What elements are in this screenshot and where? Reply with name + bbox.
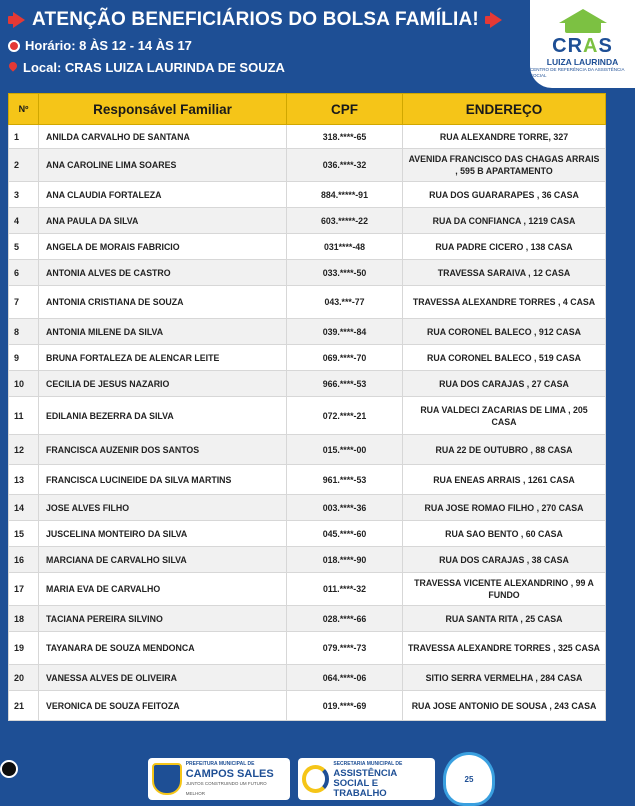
footer-logos [0, 752, 635, 806]
row-number: 11 [9, 397, 39, 435]
address-value: RUA DOS CARAJAS , 38 CASA [403, 547, 606, 573]
table-row [9, 397, 606, 435]
address-value: TRAVESSA ALEXANDRE TORRES , 325 CASA [403, 632, 606, 665]
hours-row [8, 38, 528, 54]
responsible-name: JOSE ALVES FILHO [39, 495, 287, 521]
table-row [9, 632, 606, 665]
secretaria-name-2: SOCIAL E TRABALHO [333, 778, 387, 799]
header-responsible: Responsável Familiar [39, 94, 287, 125]
row-number: 16 [9, 547, 39, 573]
alarm-clock-icon [8, 40, 20, 52]
responsible-name: ANA PAULA DA SILVA [39, 208, 287, 234]
address-value: RUA JOSE ANTONIO DE SOUSA , 243 CASA [403, 691, 606, 721]
responsible-name: MARIA EVA DE CARVALHO [39, 573, 287, 606]
table-row [9, 260, 606, 286]
cpf-value: 033.****-50 [287, 260, 403, 286]
address-value: RUA ALEXANDRE TORRE, 327 [403, 125, 606, 149]
row-number: 14 [9, 495, 39, 521]
header-cpf: CPF [287, 94, 403, 125]
table-row [9, 125, 606, 149]
responsible-name: ANTONIA CRISTIANA DE SOUZA [39, 286, 287, 319]
table-row [9, 691, 606, 721]
responsible-name: EDILANIA BEZERRA DA SILVA [39, 397, 287, 435]
row-number: 5 [9, 234, 39, 260]
cpf-value: 884.*****-91 [287, 182, 403, 208]
address-value: RUA SANTA RITA , 25 CASA [403, 606, 606, 632]
row-number: 15 [9, 521, 39, 547]
table-row [9, 547, 606, 573]
address-value: AVENIDA FRANCISCO DAS CHAGAS ARRAIS , 595 B APARTAMENTO [403, 149, 606, 182]
responsible-name: ANGELA DE MORAIS FABRICIO [39, 234, 287, 260]
table-row [9, 319, 606, 345]
secretaria-name-1: ASSISTÊNCIA [333, 768, 398, 779]
row-number: 9 [9, 345, 39, 371]
table-row [9, 345, 606, 371]
table-row [9, 149, 606, 182]
address-value: RUA DOS CARAJAS , 27 CASA [403, 371, 606, 397]
row-number: 1 [9, 125, 39, 149]
responsible-name: ANTONIA MILENE DA SILVA [39, 319, 287, 345]
row-number: 13 [9, 465, 39, 495]
cpf-value: 028.****-66 [287, 606, 403, 632]
address-value: RUA CORONEL BALECO , 912 CASA [403, 319, 606, 345]
cpf-value: 064.****-06 [287, 665, 403, 691]
header-address: ENDEREÇO [403, 94, 606, 125]
table-header-row [9, 94, 606, 125]
responsible-name: CECILIA DE JESUS NAZARIO [39, 371, 287, 397]
prefeitura-small: PREFEITURA MUNICIPAL DE [185, 761, 255, 767]
prefeitura-name: CAMPOS SALES [185, 768, 274, 780]
row-number: 20 [9, 665, 39, 691]
house-family-icon [551, 9, 615, 33]
row-number: 8 [9, 319, 39, 345]
address-value: RUA CORONEL BALECO , 519 CASA [403, 345, 606, 371]
responsible-name: BRUNA FORTALEZA DE ALENCAR LEITE [39, 345, 287, 371]
cpf-value: 019.****-69 [287, 691, 403, 721]
table-row [9, 234, 606, 260]
row-number: 18 [9, 606, 39, 632]
row-number: 6 [9, 260, 39, 286]
location-row [8, 60, 528, 76]
row-number: 21 [9, 691, 39, 721]
address-value: RUA 22 DE OUTUBRO , 88 CASA [403, 435, 606, 465]
address-value: RUA DOS GUARARAPES , 36 CASA [403, 182, 606, 208]
cpf-value: 966.****-53 [287, 371, 403, 397]
city-crest-icon [152, 763, 182, 795]
cpf-value: 961.****-53 [287, 465, 403, 495]
secretaria-small: SECRETARIA MUNICIPAL DE [333, 761, 403, 767]
responsible-name: ANILDA CARVALHO DE SANTANA [39, 125, 287, 149]
cpf-value: 039.****-84 [287, 319, 403, 345]
prefeitura-logo [148, 758, 290, 800]
beneficiaries-table [8, 93, 606, 721]
cpf-value: 318.****-65 [287, 125, 403, 149]
address-value: RUA PADRE CICERO , 138 CASA [403, 234, 606, 260]
address-value: TRAVESSA VICENTE ALEXANDRINO , 99 A FUNDO [403, 573, 606, 606]
responsible-name: ANTONIA ALVES DE CASTRO [39, 260, 287, 286]
responsible-name: VANESSA ALVES DE OLIVEIRA [39, 665, 287, 691]
cpf-value: 045.****-60 [287, 521, 403, 547]
cpf-value: 603.*****-22 [287, 208, 403, 234]
responsible-name: TAYANARA DE SOUZA MENDONCA [39, 632, 287, 665]
table-row [9, 521, 606, 547]
row-number: 7 [9, 286, 39, 319]
row-number: 4 [9, 208, 39, 234]
location-text: Local: CRAS LUIZA LAURINDA DE SOUZA [23, 60, 285, 75]
responsible-name: MARCIANA DE CARVALHO SILVA [39, 547, 287, 573]
cpf-value: 036.****-32 [287, 149, 403, 182]
cras-logo [530, 0, 635, 88]
table-row [9, 286, 606, 319]
address-value: RUA ENEAS ARRAIS , 1261 CASA [403, 465, 606, 495]
responsible-name: FRANCISCA LUCINEIDE DA SILVA MARTINS [39, 465, 287, 495]
row-number: 10 [9, 371, 39, 397]
page-title: ATENÇÃO BENEFICIÁRIOS DO BOLSA FAMÍLIA! [32, 9, 479, 30]
location-pin-icon [8, 62, 18, 75]
cpf-value: 031****-48 [287, 234, 403, 260]
row-number: 17 [9, 573, 39, 606]
prefeitura-slogan: JUNTOS CONSTRUINDO UM FUTURO MELHOR [185, 781, 267, 796]
responsible-name: JUSCELINA MONTEIRO DA SILVA [39, 521, 287, 547]
table-body [9, 125, 606, 721]
address-value: RUA DA CONFIANCA , 1219 CASA [403, 208, 606, 234]
address-value: RUA SAO BENTO , 60 CASA [403, 521, 606, 547]
cras-logo-text: CRAS [552, 35, 613, 57]
address-value: RUA VALDECI ZACARIAS DE LIMA , 205 CASA [403, 397, 606, 435]
row-number: 12 [9, 435, 39, 465]
responsible-name: TACIANA PEREIRA SILVINO [39, 606, 287, 632]
cpf-value: 015.****-00 [287, 435, 403, 465]
secretaria-ring-icon [302, 765, 329, 793]
table-row [9, 665, 606, 691]
table-row [9, 606, 606, 632]
header-number: Nº [9, 94, 39, 125]
cpf-value: 069.****-70 [287, 345, 403, 371]
megaphone-icon [485, 12, 503, 28]
hours-text: Horário: 8 ÀS 12 - 14 ÀS 17 [25, 38, 192, 53]
megaphone-icon [8, 12, 26, 28]
row-number: 2 [9, 149, 39, 182]
table-row [9, 182, 606, 208]
address-value: SITIO SERRA VERMELHA , 284 CASA [403, 665, 606, 691]
announcement-header [8, 8, 528, 88]
responsible-name: ANA CLAUDIA FORTALEZA [39, 182, 287, 208]
cras-logo-subtitle: LUIZA LAURINDA [546, 57, 619, 67]
row-number: 3 [9, 182, 39, 208]
address-value: RUA JOSE ROMAO FILHO , 270 CASA [403, 495, 606, 521]
table-row [9, 208, 606, 234]
cpf-value: 011.****-32 [287, 573, 403, 606]
cpf-value: 079.****-73 [287, 632, 403, 665]
cpf-value: 043.***-77 [287, 286, 403, 319]
cpf-value: 018.****-90 [287, 547, 403, 573]
address-value: TRAVESSA ALEXANDRE TORRES , 4 CASA [403, 286, 606, 319]
table-row [9, 573, 606, 606]
beneficiaries-table-wrapper [8, 93, 605, 721]
responsible-name: FRANCISCA AUZENIR DOS SANTOS [39, 435, 287, 465]
secretaria-logo [298, 758, 435, 800]
table-row [9, 371, 606, 397]
table-row [9, 495, 606, 521]
address-value: TRAVESSA SARAIVA , 12 CASA [403, 260, 606, 286]
responsible-name: VERONICA DE SOUZA FEITOZA [39, 691, 287, 721]
row-number: 19 [9, 632, 39, 665]
table-row [9, 435, 606, 465]
cras-logo-tagline: CENTRO DE REFERÊNCIA DA ASSISTÊNCIA SOCIAL [530, 67, 625, 78]
responsible-name: ANA CAROLINE LIMA SOARES [39, 149, 287, 182]
table-row [9, 465, 606, 495]
cpf-value: 003.****-36 [287, 495, 403, 521]
badge-number: 25 [464, 774, 474, 784]
user-avatar-icon[interactable] [0, 760, 18, 778]
cpf-value: 072.****-21 [287, 397, 403, 435]
anniversary-badge [443, 752, 495, 806]
title-row [8, 8, 528, 32]
